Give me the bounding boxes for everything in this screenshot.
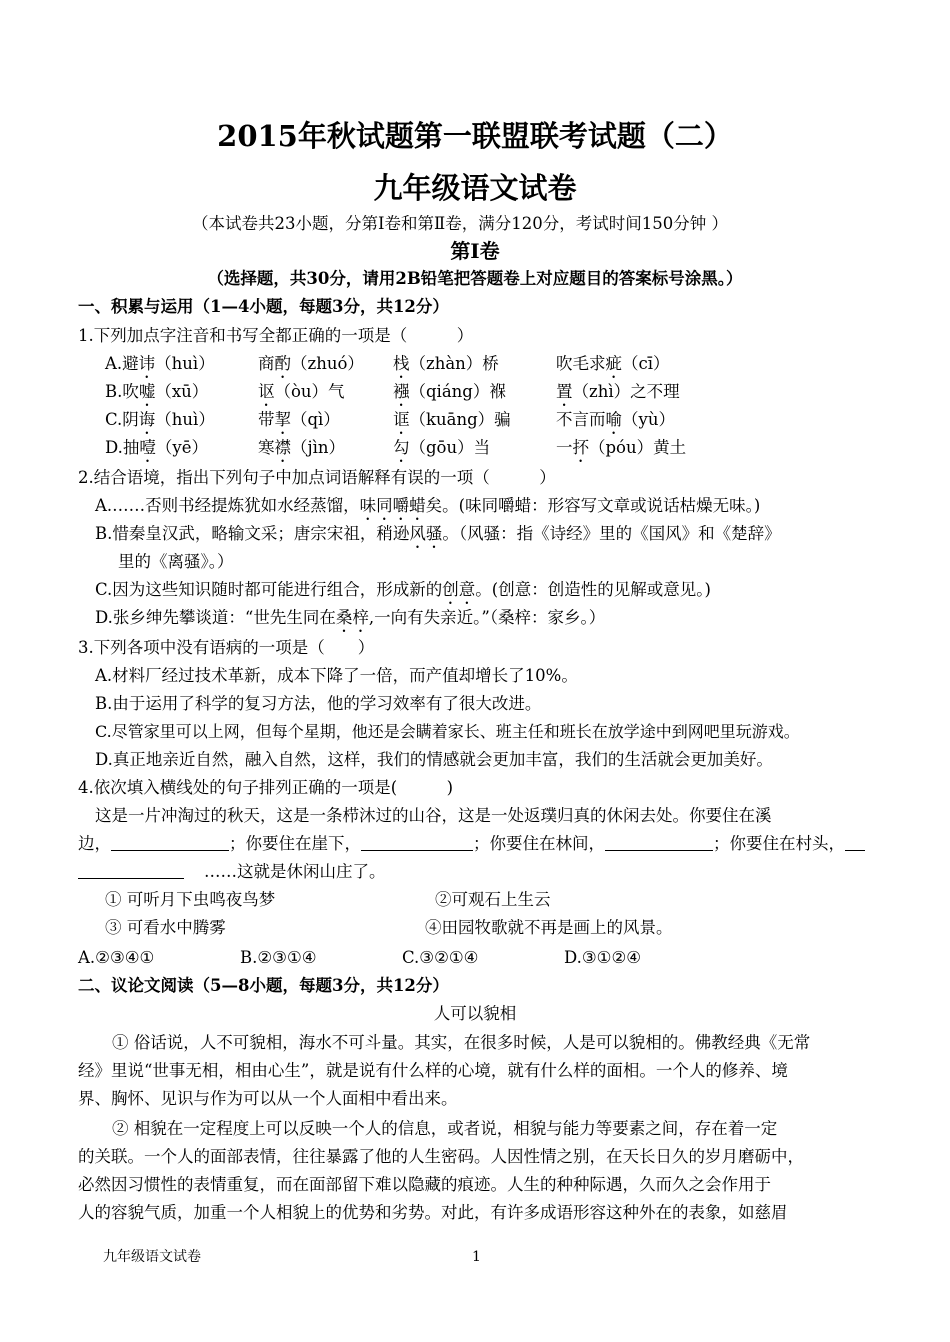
q4-sentence-1: ① 可听月下虫鸣夜鸟梦 — [105, 890, 276, 909]
q2-option-d: D.张乡绅先攀谈道：“世先生同在桑梓,一向有失亲近。”（桑梓：家乡。） — [95, 608, 606, 627]
section1-heading: 一、积累与运用（1—4小题，每题3分，共12分） — [78, 297, 449, 316]
q1-option-b-1: B.吹嘘（xū） — [105, 382, 209, 401]
q3-stem: 3.下列各项中没有语病的一项是（ ） — [78, 638, 375, 657]
q4-blank-3 — [605, 834, 713, 851]
exam-subtitle: 九年级语文试卷 — [373, 171, 577, 205]
q2-option-b: B.惜秦皇汉武，略输文采；唐宗宋祖，稍逊风骚。（风骚：指《诗经》里的《国风》和《楚辞》 — [95, 524, 781, 543]
q4-passage-line2: 边， ；你要住在崖下， ；你要住在林间， ；你要住在村头， — [78, 832, 865, 856]
footer-label: 九年级语文试卷 — [103, 1249, 201, 1265]
q4-option-a: A.②③④① — [78, 948, 155, 967]
q4-sentence-4: ④田园牧歌就不再是画上的风景。 — [425, 918, 673, 937]
q2-option-a: A.……否则书经提炼犹如水经蒸馏，味同嚼蜡矣。(味同嚼蜡：形容写文章或说话枯燥无味。) — [95, 496, 761, 515]
page-number: 1 — [472, 1249, 481, 1265]
q1-option-a-3: 栈（zhàn）桥 — [393, 354, 499, 373]
q1-option-d-4: 一抔（póu）黄土 — [556, 438, 687, 457]
q3-option-d: D.真正地亲近自然，融入自然，这样，我们的情感就会更加丰富，我们的生活就会更加美好。 — [95, 750, 773, 769]
q1-option-d-3: 勾（gōu）当 — [393, 438, 491, 457]
article-p1-line1: ① 俗话说，人不可貌相，海水不可斗量。其实，在很多时候，人是可以貌相的。佛教经典《无常 — [112, 1033, 811, 1052]
q3-option-b: B.由于运用了科学的复习方法，他的学习效率有了很大改进。 — [95, 694, 542, 713]
article-p2-line1: ② 相貌在一定程度上可以反映一个人的信息，或者说，相貌与能力等要素之间，存在着一定 — [112, 1119, 778, 1138]
q4-blank-4 — [845, 834, 865, 851]
section2-heading: 二、议论文阅读（5—8小题，每题3分，共12分） — [78, 976, 449, 995]
q4-blank-2 — [361, 834, 473, 851]
q1-option-a-2: 商酌（zhuó） — [258, 354, 364, 373]
q1-stem: 1.下列加点字注音和书写全都正确的一项是（ ） — [78, 326, 474, 345]
article-p1-line2: 经》里说“世事无相，相由心生”，就是说有什么样的心境，就有什么样的面相。一个人的修养、境 — [78, 1061, 788, 1080]
q1-option-c-3: 诓（kuāng）骗 — [393, 410, 511, 429]
q1-option-a-1: A.避讳（huì） — [105, 354, 215, 373]
article-p2-line2: 的关联。一个人的面部表情，往往暴露了他的人生密码。人因性情之别，在天长日久的岁月磨砺中， — [78, 1147, 804, 1166]
exam-title: 2015年秋试题第一联盟联考试题（二） — [217, 119, 733, 153]
q4-blank-1 — [111, 834, 229, 851]
q1-option-b-4: 置（zhì）之不理 — [556, 382, 680, 401]
q2-stem: 2.结合语境，指出下列句子中加点词语解释有误的一项（ ） — [78, 468, 556, 487]
exam-note: （本试卷共23小题，分第Ⅰ卷和第Ⅱ卷，满分120分，考试时间150分钟 ） — [192, 214, 728, 233]
q1-option-c-2: 带挈（qì） — [258, 410, 340, 429]
q4-passage-line3: ……这就是休闲山庄了。 — [78, 860, 386, 884]
article-p1-line3: 界、胸怀、见识与作为可以从一个人面相中看出来。 — [78, 1089, 458, 1108]
q4-option-c: C.③②①④ — [402, 948, 479, 967]
q4-option-d: D.③①②④ — [564, 948, 642, 967]
q1-option-d-2: 寒襟（jìn） — [258, 438, 346, 457]
q4-passage-line1: 这是一片冲淘过的秋天，这是一条栉沐过的山谷，这是一处返璞归真的休闲去处。你要住在溪 — [95, 806, 772, 825]
volume-note: （选择题，共30分，请用2B铅笔把答题卷上对应题目的答案标号涂黑。） — [207, 269, 743, 288]
q2-option-c: C.因为这些知识随时都可能进行组合，形成新的创意。(创意：创造性的见解或意见。) — [95, 580, 711, 599]
q4-stem: 4.依次填入横线处的句子排列正确的一项是( ) — [78, 778, 454, 797]
q1-option-c-4: 不言而喻（yù） — [556, 410, 675, 429]
q4-blank-4-cont — [78, 862, 184, 879]
volume-title: 第Ⅰ卷 — [450, 239, 500, 263]
q4-sentence-2: ②可观石上生云 — [435, 890, 551, 909]
q1-option-d-1: D.抽噎（yē） — [105, 438, 208, 457]
q1-option-b-2: 讴（òu）气 — [258, 382, 345, 401]
q2-option-b-cont: 里的《离骚》。） — [118, 552, 234, 571]
q4-sentence-3: ③ 可看水中腾雾 — [105, 918, 226, 937]
q4-option-b: B.②③①④ — [240, 948, 317, 967]
article-p2-line4: 人的容貌气质，加重一个人相貌上的优势和劣势。对此，有许多成语形容这种外在的表象，如慈眉 — [78, 1203, 788, 1222]
article-title: 人可以貌相 — [433, 1004, 517, 1023]
article-p2-line3: 必然因习惯性的表情重复，而在面部留下难以隐藏的痕迹。人生的种种际遇，久而久之会作用于 — [78, 1175, 771, 1194]
q1-option-a-4: 吹毛求疵（cī） — [556, 354, 670, 373]
q3-option-c: C.尽管家里可以上网，但每个星期，他还是会瞒着家长、班主任和班长在放学途中到网吧里玩游戏。 — [95, 722, 800, 741]
q1-option-c-1: C.阴诲（huì） — [105, 410, 215, 429]
q3-option-a: A.材料厂经过技术革新，成本下降了一倍，而产值却增长了10%。 — [95, 666, 578, 685]
q1-option-b-3: 襁（qiáng）褓 — [393, 382, 506, 401]
